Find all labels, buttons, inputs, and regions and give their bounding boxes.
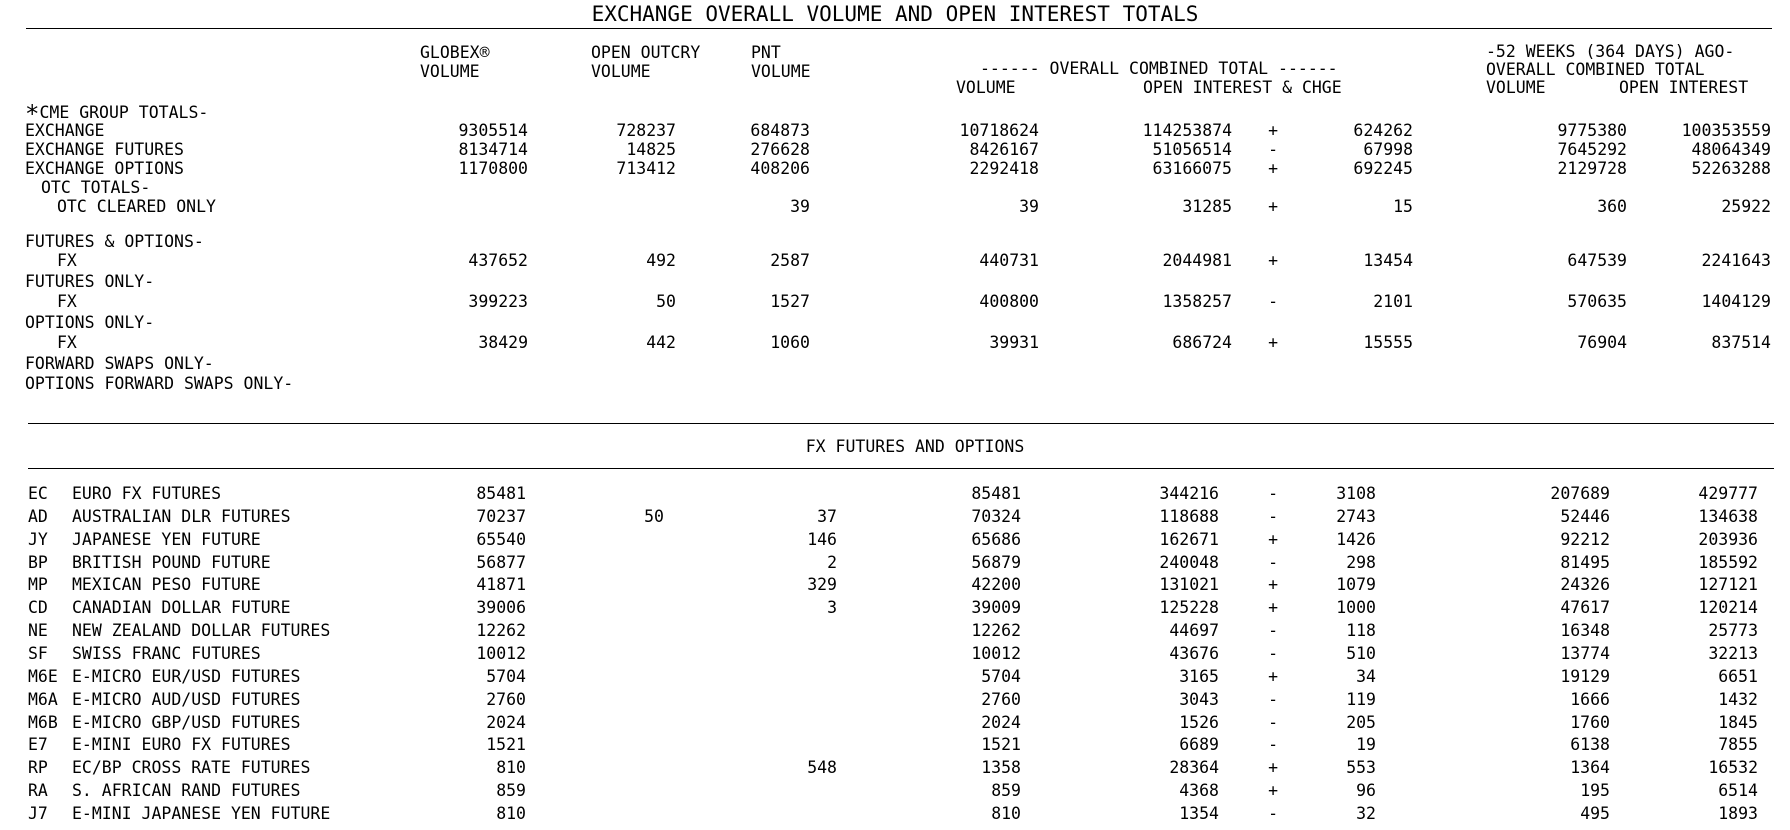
combined-volume: 85481 — [971, 484, 1021, 503]
open-interest: 43676 — [1169, 643, 1219, 663]
globex-volume: 70237 — [476, 506, 526, 526]
year-ago-volume: 52446 — [1560, 506, 1610, 526]
year-ago-volume: 81495 — [1560, 552, 1610, 572]
product-code: M6E — [28, 666, 58, 686]
totals-row-label — [25, 232, 204, 251]
combined-volume: 5704 — [981, 666, 1021, 686]
globex-volume: 85481 — [476, 484, 526, 503]
year-ago-volume: 76904 — [1577, 333, 1627, 352]
pnt-volume: 1060 — [770, 333, 810, 352]
pnt-volume: 37 — [817, 506, 837, 526]
open-interest: 3043 — [1179, 689, 1219, 709]
year-ago-volume: 92212 — [1560, 529, 1610, 549]
totals-row-text: OTC CLEARED ONLY — [57, 197, 216, 216]
open-outcry-volume: 50 — [656, 292, 676, 311]
totals-row-label — [25, 374, 293, 393]
open-interest-change: 15555 — [1363, 333, 1413, 352]
combined-volume: 10012 — [971, 643, 1021, 663]
pnt-volume: 408206 — [750, 159, 810, 178]
year-ago-volume: 9775380 — [1557, 121, 1627, 140]
totals-row-label — [25, 121, 104, 140]
totals-row-label — [25, 159, 184, 178]
year-ago-volume: 1760 — [1570, 712, 1610, 732]
page-title: EXCHANGE OVERALL VOLUME AND OPEN INTEREST TOTALS — [591, 2, 1199, 26]
open-interest-change: 119 — [1346, 689, 1376, 709]
pnt-volume: 1527 — [770, 292, 810, 311]
year-ago-volume: 16348 — [1560, 621, 1610, 641]
change-sign: - — [1268, 621, 1278, 641]
change-sign: + — [1268, 159, 1278, 178]
year-ago-open-interest: 120214 — [1698, 598, 1758, 618]
product-code: M6B — [28, 712, 58, 732]
combined-volume: 440731 — [979, 251, 1039, 270]
year-ago-volume: 360 — [1597, 197, 1627, 216]
open-interest-change: 19 — [1356, 735, 1376, 755]
totals-row-text: FUTURES ONLY- — [25, 272, 155, 291]
year-ago-open-interest: 203936 — [1698, 529, 1758, 549]
totals-row-label — [57, 292, 77, 311]
open-interest: 6689 — [1179, 735, 1219, 755]
open-outcry-volume: 728237 — [616, 121, 676, 140]
year-ago-open-interest: 429777 — [1698, 484, 1758, 503]
product-name: EURO FX FUTURES — [72, 484, 222, 503]
year-ago-volume: 207689 — [1550, 484, 1610, 503]
product-name: E-MICRO AUD/USD FUTURES — [72, 689, 301, 709]
change-sign: + — [1268, 197, 1278, 216]
combined-volume: 8426167 — [969, 140, 1039, 159]
open-interest: 63166075 — [1152, 159, 1232, 178]
combined-volume: 39931 — [989, 333, 1039, 352]
open-interest: 51056514 — [1152, 140, 1232, 159]
year-ago-volume: 13774 — [1560, 643, 1610, 663]
year-ago-volume: 495 — [1580, 803, 1610, 823]
product-code: EC — [28, 484, 48, 503]
open-interest-change: 624262 — [1353, 121, 1413, 140]
open-outcry-volume: 492 — [646, 251, 676, 270]
change-sign: - — [1268, 506, 1278, 526]
totals-row-text: OPTIONS ONLY- — [25, 313, 155, 332]
combined-volume: 65686 — [971, 529, 1021, 549]
year-ago-open-interest: 7855 — [1718, 735, 1758, 755]
open-outcry-volume: 442 — [646, 333, 676, 352]
totals-row-text: CME GROUP TOTALS- — [39, 103, 209, 122]
open-interest-change: 2101 — [1373, 292, 1413, 311]
totals-row-label — [25, 354, 214, 373]
year-ago-open-interest: 2241643 — [1701, 251, 1771, 270]
change-sign: + — [1268, 529, 1278, 549]
totals-row-text: EXCHANGE OPTIONS — [25, 159, 184, 178]
change-sign: - — [1268, 484, 1278, 503]
change-sign: - — [1268, 803, 1278, 823]
totals-row-text: FUTURES & OPTIONS- — [25, 232, 204, 251]
pnt-volume: 2587 — [770, 251, 810, 270]
combined-volume: 2292418 — [969, 159, 1039, 178]
pnt-volume: 146 — [807, 529, 837, 549]
year-ago-volume: 647539 — [1567, 251, 1627, 270]
open-interest-change: 13454 — [1363, 251, 1413, 270]
pnt-volume: 276628 — [750, 140, 810, 159]
change-sign: + — [1268, 781, 1278, 801]
year-ago-subheader: OVERALL COMBINED TOTAL — [1486, 60, 1705, 79]
open-interest: 2044981 — [1162, 251, 1232, 270]
open-outcry-volume: 50 — [644, 506, 664, 526]
totals-row-label — [57, 333, 77, 352]
combined-volume: 1358 — [981, 758, 1021, 778]
product-name: NEW ZEALAND DOLLAR FUTURES — [72, 621, 331, 641]
open-interest-change: 1079 — [1336, 575, 1376, 595]
globex-volume: 8134714 — [458, 140, 528, 159]
open-interest: 114253874 — [1142, 121, 1232, 140]
open-interest: 4368 — [1179, 781, 1219, 801]
change-sign: - — [1268, 735, 1278, 755]
product-code: M6A — [28, 689, 58, 709]
open-interest-change: 34 — [1356, 666, 1376, 686]
combined-volume-header: VOLUME — [956, 78, 1016, 97]
globex-volume: 437652 — [468, 251, 528, 270]
open-outcry-header: OPEN OUTCRY VOLUME — [591, 43, 701, 81]
combined-volume: 1521 — [981, 735, 1021, 755]
globex-volume: 12262 — [476, 621, 526, 641]
section-rule-bottom — [28, 468, 1774, 469]
open-interest: 686724 — [1172, 333, 1232, 352]
product-name: SWISS FRANC FUTURES — [72, 643, 261, 663]
product-name: EC/BP CROSS RATE FUTURES — [72, 758, 311, 778]
pnt-volume: 2 — [827, 552, 837, 572]
product-code: AD — [28, 506, 48, 526]
change-sign: - — [1268, 552, 1278, 572]
open-interest-change: 3108 — [1336, 484, 1376, 503]
globex-volume: 2760 — [486, 689, 526, 709]
totals-row-label — [41, 178, 150, 197]
year-ago-volume: 24326 — [1560, 575, 1610, 595]
open-interest-change: 298 — [1346, 552, 1376, 572]
year-ago-open-interest: 32213 — [1708, 643, 1758, 663]
product-name: E-MICRO GBP/USD FUTURES — [72, 712, 301, 732]
product-name: CANADIAN DOLLAR FUTURE — [72, 598, 291, 618]
open-interest-change: 205 — [1346, 712, 1376, 732]
year-ago-volume: 47617 — [1560, 598, 1610, 618]
combined-volume: 39009 — [971, 598, 1021, 618]
globex-volume: 2024 — [486, 712, 526, 732]
totals-row-label — [25, 140, 184, 159]
open-interest: 131021 — [1159, 575, 1219, 595]
open-interest: 162671 — [1159, 529, 1219, 549]
totals-row-text: EXCHANGE FUTURES — [25, 140, 184, 159]
year-ago-open-interest: 134638 — [1698, 506, 1758, 526]
year-ago-header: -52 WEEKS (364 DAYS) AGO- — [1486, 42, 1735, 61]
change-sign: + — [1268, 666, 1278, 686]
year-ago-open-interest: 52263288 — [1691, 159, 1771, 178]
year-ago-volume: 1364 — [1570, 758, 1610, 778]
open-interest-change: 510 — [1346, 643, 1376, 663]
open-interest-change: 96 — [1356, 781, 1376, 801]
totals-row-label — [57, 197, 216, 216]
combined-volume: 810 — [991, 803, 1021, 823]
year-ago-oi-header: OPEN INTEREST — [1619, 78, 1749, 97]
totals-row-text: OPTIONS FORWARD SWAPS ONLY- — [25, 374, 294, 393]
combined-volume: 859 — [991, 781, 1021, 801]
combined-volume: 70324 — [971, 506, 1021, 526]
product-name: E-MICRO EUR/USD FUTURES — [72, 666, 301, 686]
open-interest-change: 553 — [1346, 758, 1376, 778]
section-title: FX FUTURES AND OPTIONS — [805, 437, 1025, 456]
year-ago-open-interest: 1893 — [1718, 803, 1758, 823]
year-ago-volume: 7645292 — [1557, 140, 1627, 159]
globex-volume: 9305514 — [458, 121, 528, 140]
combined-volume: 2024 — [981, 712, 1021, 732]
year-ago-volume: 6138 — [1570, 735, 1610, 755]
change-sign: - — [1268, 712, 1278, 732]
open-interest: 1354 — [1179, 803, 1219, 823]
combined-volume: 12262 — [971, 621, 1021, 641]
year-ago-volume: 1666 — [1570, 689, 1610, 709]
year-ago-open-interest: 1845 — [1718, 712, 1758, 732]
change-sign: + — [1268, 251, 1278, 270]
year-ago-open-interest: 16532 — [1708, 758, 1758, 778]
year-ago-open-interest: 48064349 — [1691, 140, 1771, 159]
product-name: BRITISH POUND FUTURE — [72, 552, 271, 572]
globex-volume: 399223 — [468, 292, 528, 311]
year-ago-open-interest: 127121 — [1698, 575, 1758, 595]
open-interest: 1526 — [1179, 712, 1219, 732]
open-interest: 31285 — [1182, 197, 1232, 216]
combined-volume: 39 — [1019, 197, 1039, 216]
open-interest-change: 67998 — [1363, 140, 1413, 159]
globex-volume: 56877 — [476, 552, 526, 572]
open-interest: 44697 — [1169, 621, 1219, 641]
open-interest-change: 1000 — [1336, 598, 1376, 618]
globex-volume: 41871 — [476, 575, 526, 595]
year-ago-volume: 19129 — [1560, 666, 1610, 686]
pnt-volume: 3 — [827, 598, 837, 618]
product-name: E-MINI JAPANESE YEN FUTURE — [72, 803, 331, 823]
totals-row-text: FX — [57, 333, 77, 352]
open-interest: 1358257 — [1162, 292, 1232, 311]
change-sign: + — [1268, 121, 1278, 140]
globex-volume: 65540 — [476, 529, 526, 549]
open-interest-change: 2743 — [1336, 506, 1376, 526]
combined-volume: 2760 — [981, 689, 1021, 709]
year-ago-open-interest: 1432 — [1718, 689, 1758, 709]
year-ago-volume-header: VOLUME — [1486, 78, 1546, 97]
year-ago-open-interest: 6651 — [1718, 666, 1758, 686]
open-interest-change: 1426 — [1336, 529, 1376, 549]
open-interest-change: 692245 — [1353, 159, 1413, 178]
globex-volume: 10012 — [476, 643, 526, 663]
asterisk-marker: * — [25, 100, 40, 128]
pnt-volume: 684873 — [750, 121, 810, 140]
change-sign: + — [1268, 575, 1278, 595]
globex-volume: 859 — [496, 781, 526, 801]
totals-row-text: OTC TOTALS- — [41, 178, 151, 197]
year-ago-open-interest: 25773 — [1708, 621, 1758, 641]
change-sign: - — [1268, 140, 1278, 159]
combined-total-banner: ------ OVERALL COMBINED TOTAL ------ — [980, 59, 1338, 78]
product-name: MEXICAN PESO FUTURE — [72, 575, 261, 595]
product-name: S. AFRICAN RAND FUTURES — [72, 781, 301, 801]
totals-row-label — [57, 251, 77, 270]
totals-row-label — [25, 272, 154, 291]
change-sign: + — [1268, 598, 1278, 618]
pnt-header: PNT VOLUME — [751, 43, 811, 81]
section-rule-top — [28, 423, 1774, 424]
year-ago-open-interest: 100353559 — [1681, 121, 1771, 140]
year-ago-open-interest: 837514 — [1711, 333, 1771, 352]
totals-row-text: EXCHANGE — [25, 121, 105, 140]
open-interest-change: 118 — [1346, 621, 1376, 641]
product-code: MP — [28, 575, 48, 595]
product-name: E-MINI EURO FX FUTURES — [72, 735, 291, 755]
year-ago-volume: 2129728 — [1557, 159, 1627, 178]
product-code: RA — [28, 781, 48, 801]
open-interest: 118688 — [1159, 506, 1219, 526]
product-code: RP — [28, 758, 48, 778]
combined-volume: 56879 — [971, 552, 1021, 572]
product-code: SF — [28, 643, 48, 663]
title-rule — [26, 28, 1772, 29]
year-ago-open-interest: 25922 — [1721, 197, 1771, 216]
globex-volume: 39006 — [476, 598, 526, 618]
year-ago-open-interest: 6514 — [1718, 781, 1758, 801]
change-sign: + — [1268, 758, 1278, 778]
product-code: BP — [28, 552, 48, 572]
globex-volume: 1170800 — [458, 159, 528, 178]
change-sign: - — [1268, 292, 1278, 311]
change-sign: - — [1268, 689, 1278, 709]
combined-volume: 400800 — [979, 292, 1039, 311]
combined-volume: 42200 — [971, 575, 1021, 595]
globex-volume: 810 — [496, 803, 526, 823]
open-interest: 125228 — [1159, 598, 1219, 618]
product-name: AUSTRALIAN DLR FUTURES — [72, 506, 291, 526]
open-outcry-volume: 14825 — [626, 140, 676, 159]
globex-header: GLOBEX® VOLUME — [420, 43, 490, 81]
combined-oi-chge-header: OPEN INTEREST & CHGE — [1143, 78, 1342, 97]
pnt-volume: 548 — [807, 758, 837, 778]
change-sign: + — [1268, 333, 1278, 352]
open-interest: 3165 — [1179, 666, 1219, 686]
open-interest-change: 15 — [1393, 197, 1413, 216]
year-ago-volume: 195 — [1580, 781, 1610, 801]
totals-row-text: FX — [57, 251, 77, 270]
change-sign: - — [1268, 643, 1278, 663]
open-interest: 344216 — [1159, 484, 1219, 503]
totals-row-text: FX — [57, 292, 77, 311]
totals-row-text: FORWARD SWAPS ONLY- — [25, 354, 214, 373]
product-code: J7 — [28, 803, 48, 823]
open-interest: 28364 — [1169, 758, 1219, 778]
year-ago-volume: 570635 — [1567, 292, 1627, 311]
globex-volume: 38429 — [478, 333, 528, 352]
product-code: CD — [28, 598, 48, 618]
product-code: NE — [28, 621, 48, 641]
globex-volume: 5704 — [486, 666, 526, 686]
combined-volume: 10718624 — [959, 121, 1039, 140]
year-ago-open-interest: 185592 — [1698, 552, 1758, 572]
globex-volume: 810 — [496, 758, 526, 778]
product-code: E7 — [28, 735, 48, 755]
year-ago-open-interest: 1404129 — [1701, 292, 1771, 311]
open-outcry-volume: 713412 — [616, 159, 676, 178]
pnt-volume: 39 — [790, 197, 810, 216]
product-name: JAPANESE YEN FUTURE — [72, 529, 261, 549]
product-code: JY — [28, 529, 48, 549]
open-interest-change: 32 — [1356, 803, 1376, 823]
totals-row-label — [25, 313, 154, 332]
open-interest: 240048 — [1159, 552, 1219, 572]
globex-volume: 1521 — [486, 735, 526, 755]
pnt-volume: 329 — [807, 575, 837, 595]
